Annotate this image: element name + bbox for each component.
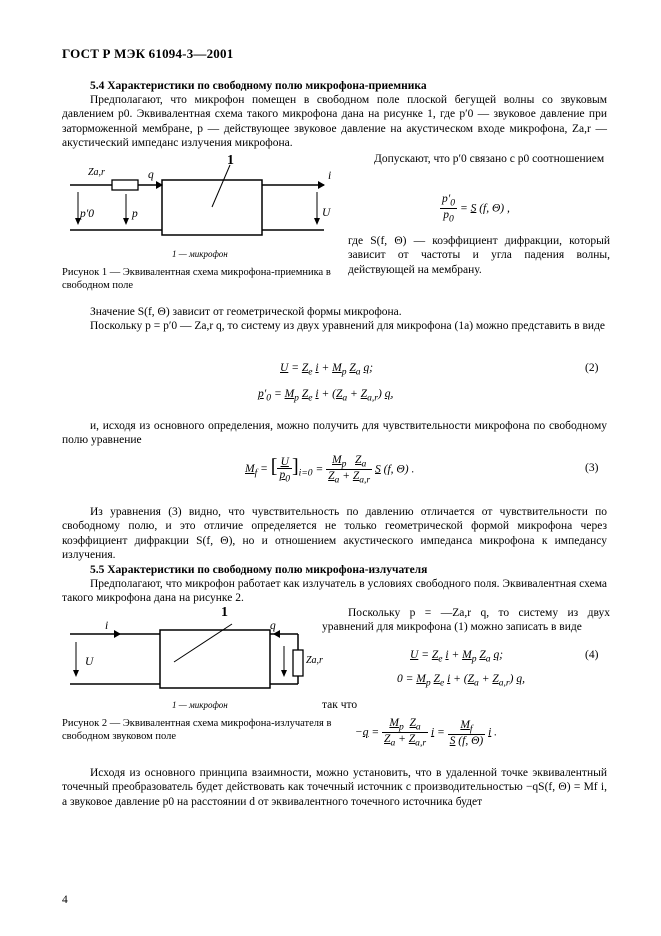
impedance-resistor-2 <box>293 650 303 676</box>
fig1-label-i: i <box>328 170 332 182</box>
equation-2-line-1: $U = Z_e$ $i + M_p$ $Z_a$ q; <box>280 362 374 378</box>
fig2-box-label: 1 <box>221 605 228 620</box>
fig1-label-p: p <box>132 208 138 220</box>
fig1-label-z: Za,r <box>88 167 105 178</box>
fig2-caption: Рисунок 2 — Эквивалентная схема микрофона-излучателя в свободном звуковом поле <box>62 718 332 742</box>
equation-3: $M_f$ = [ $\frac{U}{p_0}$ ]$_{i=0}$ = $\frac{M_p Z_a}{Z_a + Z_{a,r}}$ S (f, Θ) . <box>245 454 415 486</box>
equation-4-line-2: $0 = M_p$ $Z_e$ $i + (Z_a + Z_{a,r})$ q, <box>397 673 526 689</box>
section-5-5-para1: Предполагают, что микрофон работает как излучатель в условиях свободного поля. Эквивалентная схема такого микрофона дана на рисунке 2. <box>62 578 607 605</box>
fig1-legend: 1 — микрофон <box>172 249 228 259</box>
page-number: 4 <box>62 894 68 906</box>
page-header: ГОСТ Р МЭК 61094-3—2001 <box>62 46 234 61</box>
microphone-box-2 <box>160 630 270 688</box>
section-5-5-so-that: так что <box>322 699 358 711</box>
section-5-5-right-text-1: Поскольку p = —Za,r q, то систему из двух уравнений для микрофона (1) можно записать в виде <box>322 607 610 634</box>
section-5-5-para2: Исходя из основного принципа взаимности, можно установить, что в удаленной точке эквивалентный точечный преобразователь будет действовать как точечный источник с производительностью −qS(f, Θ) = Mf i, а звуковое давление p0 на расстоянии d от эквивалентного точечного источника будет <box>62 767 607 808</box>
section-5-4-para2: Значение S(f, Θ) зависит от геометрической формы микрофона. <box>90 306 402 318</box>
equation-3-number: (3) <box>585 462 599 474</box>
fig2-label-z: Za,r <box>306 655 323 666</box>
section-5-5-title: 5.5 Характеристики по свободному полю микрофона-излучателя <box>90 564 428 576</box>
fig1-label-q: q <box>148 169 154 181</box>
fig1-caption: Рисунок 1 — Эквивалентная схема микрофона-приемника в свободном поле <box>62 267 331 291</box>
section-5-4-title: 5.4 Характеристики по свободному полю микрофона-приемника <box>90 80 427 92</box>
section-5-4-right-text-1: Допускают, что p′0 связано с p0 соотношением <box>374 153 605 165</box>
fig1-box-label: 1 <box>227 153 234 168</box>
section-5-4-para1: Предполагают, что микрофон помещен в свободном поле плоской бегущей волны со звуковым давлением p0. Эквивалентная схема такого микрофона дана на рисунке 1, где p′0 — звуковое давление при заторможенной мембране, p — действующее звуковое давление на акустическом входе микрофона, Za,r — акустический импеданс излучения микрофона. <box>62 94 607 150</box>
fig2-label-q: q <box>270 620 276 632</box>
fig1-label-p0: p′0 <box>80 208 95 220</box>
equation-4-line-1: $U = Z_e$ $i + M_p$ $Z_a$ q; <box>410 649 504 665</box>
section-5-4-para5: Из уравнения (3) видно, что чувствительность по давлению отличается от чувствительности по свободному полю, и это отличие определяется не только геометрической формой микрофона через коэффициент дифракции S(f, Θ), но и отношением акустического импеданса микрофона к импедансу излучения. <box>62 506 607 562</box>
figure-2-diagram <box>62 622 332 697</box>
impedance-resistor <box>112 180 138 190</box>
equation-5: −q = $\frac{M_p Z_a}{Z_a + Z_{a,r}}$ i = $\frac{M_f}{S (f, \Theta)}$ i . <box>355 717 498 749</box>
section-5-4-para3: Поскольку p = p′0 — Za,r q, то систему из двух уравнений для микрофона (1а) можно представить в виде <box>90 320 606 332</box>
equation-2-line-2: $p'_0 = M_p$ $Z_e$ $i + (Z_a + Z_{a,r})$ q, <box>258 388 394 404</box>
section-5-4-para4: и, исходя из основного определения, можно получить для чувствительности микрофона по свободному полю уравнение <box>62 420 607 447</box>
fig1-label-u: U <box>322 207 331 219</box>
fig2-legend: 1 — микрофон <box>172 700 228 710</box>
equation-2-number: (2) <box>585 362 599 374</box>
fig2-label-u: U <box>85 656 94 668</box>
equation-ratio: $\frac{p'_0}{p_0}$ = S (f, Θ) , <box>442 193 510 225</box>
fig2-label-i: i <box>105 620 109 632</box>
equation-4-number: (4) <box>585 649 599 661</box>
section-5-4-right-text-2: где S(f, Θ) — коэффициент дифракции, который зависит от частоты и угла падения волны, действующей на мембрану. <box>348 235 610 276</box>
microphone-box <box>162 180 262 235</box>
